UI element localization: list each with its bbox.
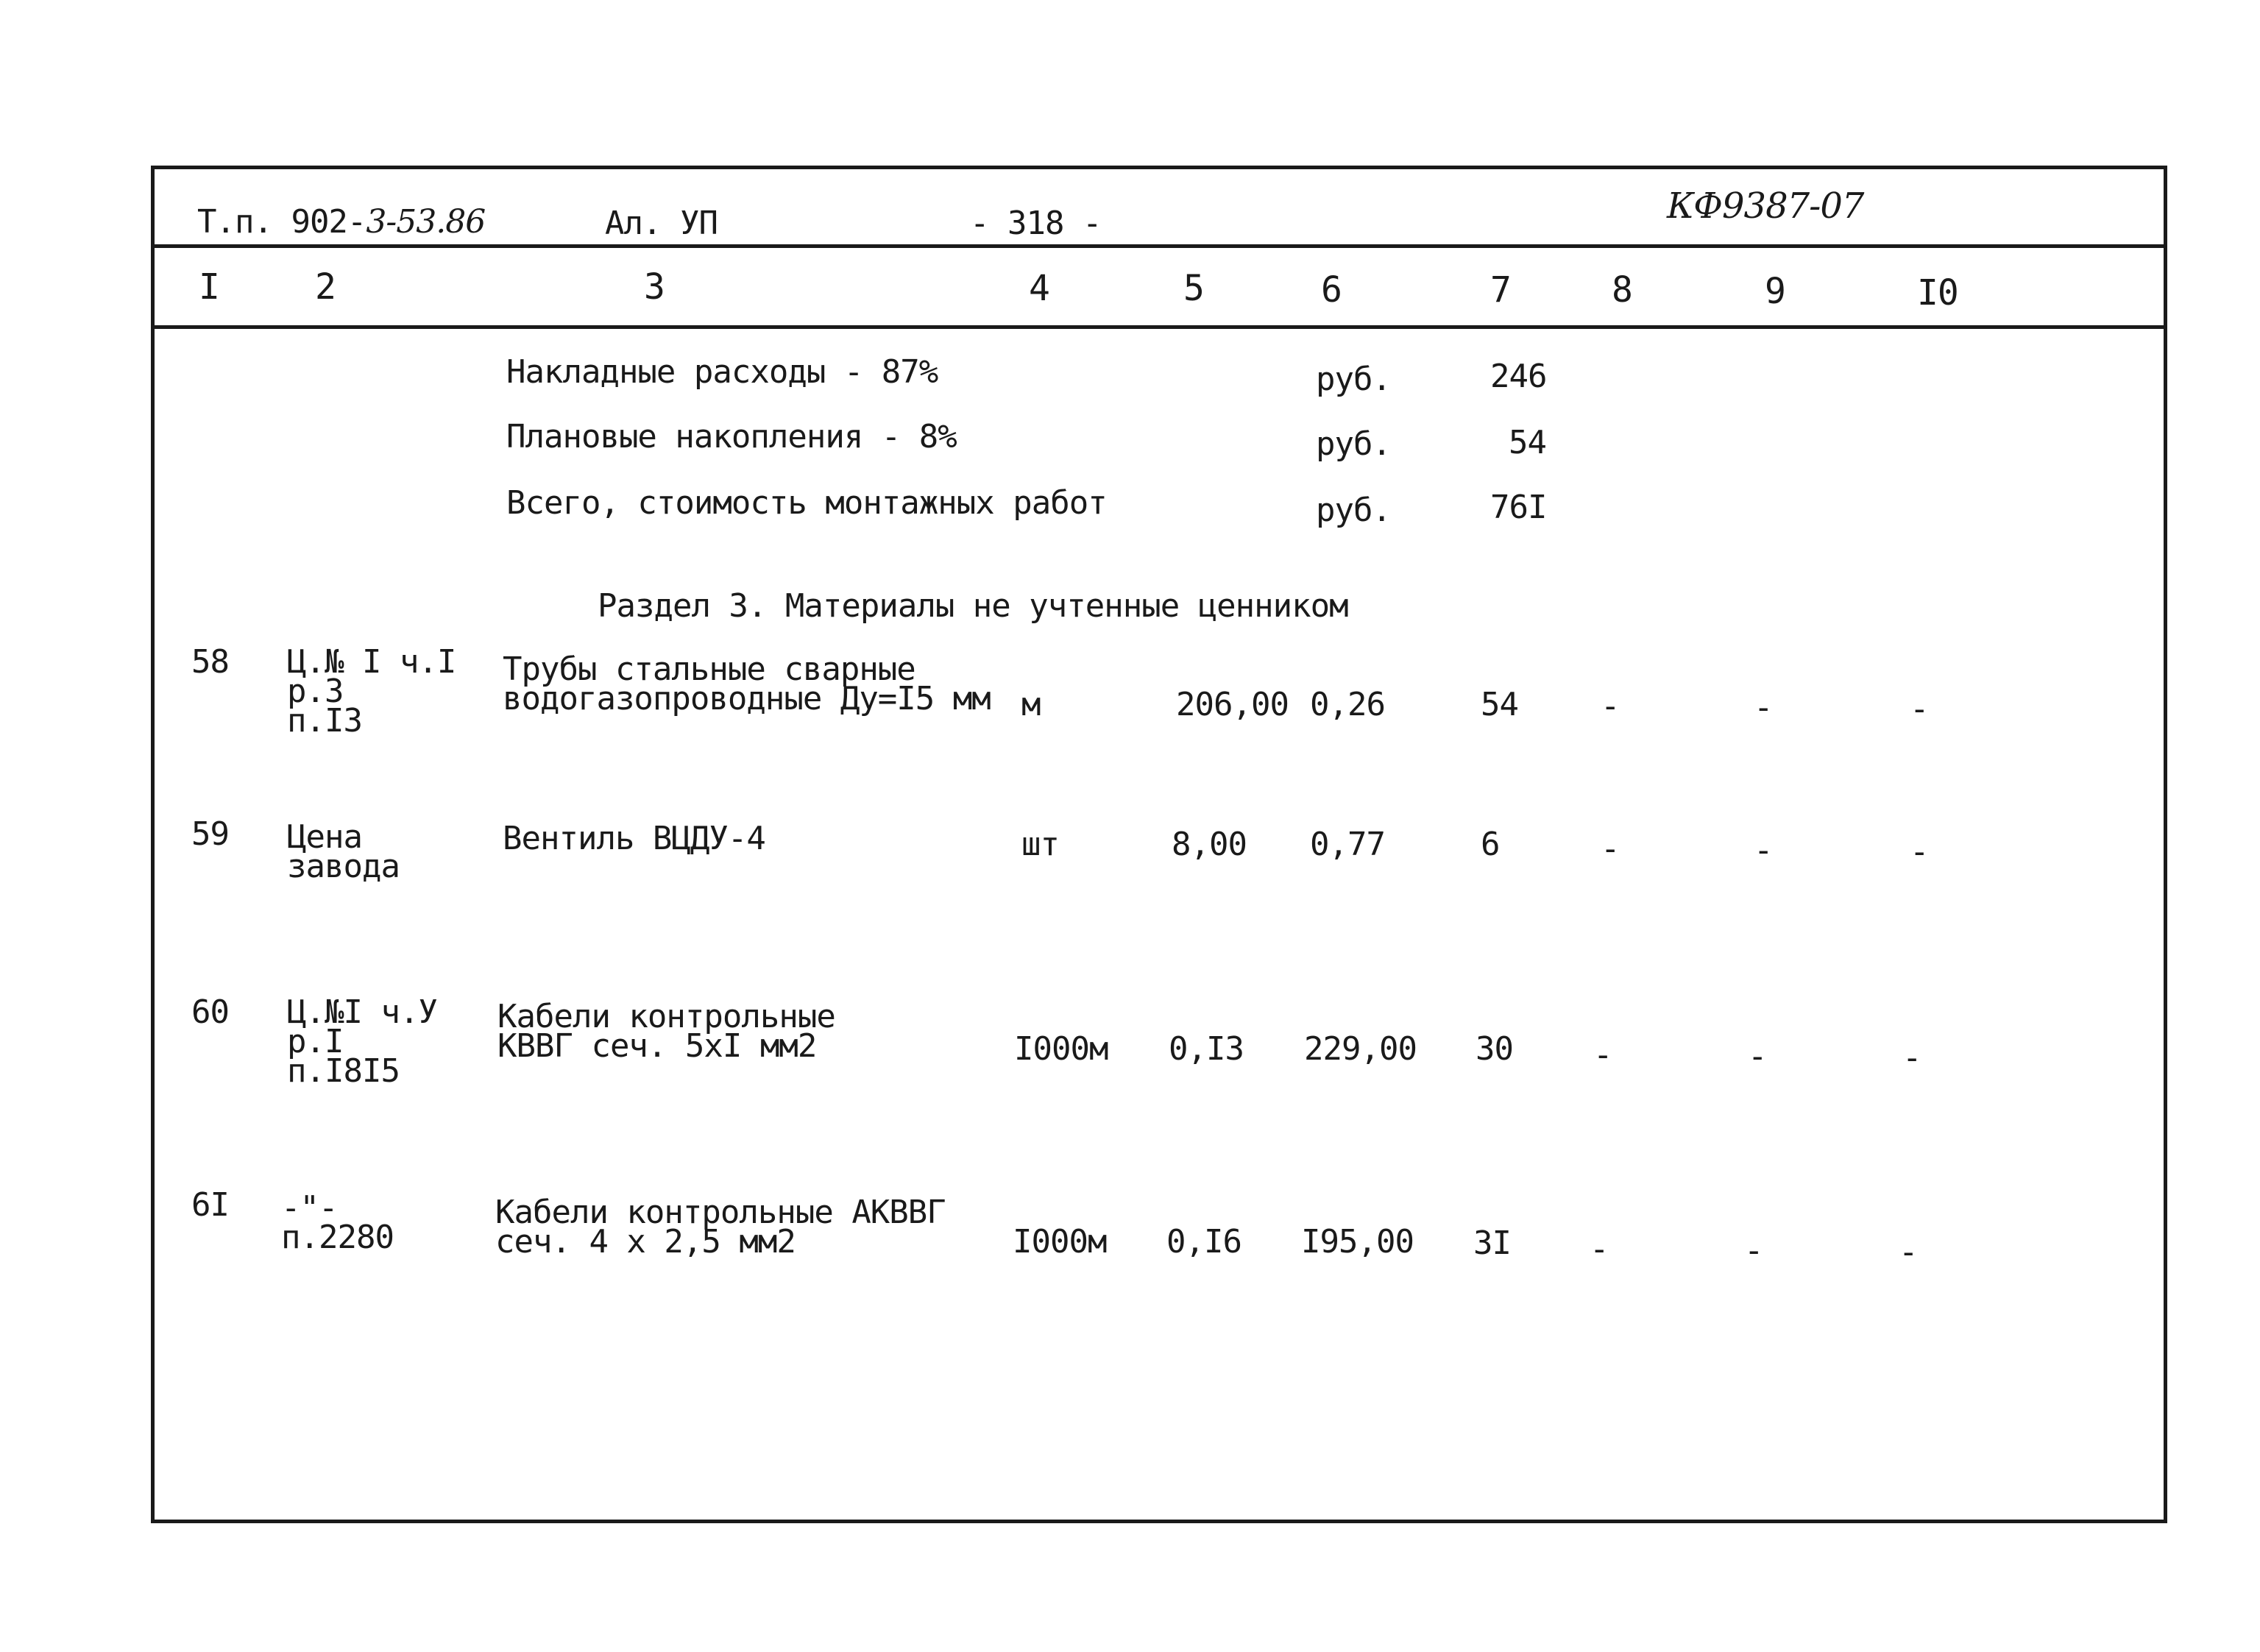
summary-value: 246 [1490, 358, 1547, 395]
summary-unit: руб. [1316, 425, 1391, 463]
row-col8: - [1601, 830, 1620, 868]
summary-label: Накладные расходы - 87% [506, 353, 938, 391]
row-name: Кабели контрольные КВВГ сеч. 5хI мм2 [497, 998, 835, 1065]
row-col9: - [1748, 1038, 1767, 1075]
row-number: 60 [191, 993, 229, 1031]
row-source: -"- п.2280 [281, 1189, 394, 1256]
page-number: - 318 - [970, 205, 1102, 242]
column-header-rule [151, 325, 2167, 329]
column-number: 7 [1490, 269, 1511, 311]
column-number: 3 [644, 266, 665, 308]
summary-value: 76I [1490, 489, 1547, 526]
column-number: 2 [315, 266, 336, 308]
row-col8: - [1590, 1230, 1609, 1268]
row-source: Ц.№ I ч.I р.3 п.I3 [287, 643, 456, 740]
doc-number [197, 203, 486, 241]
row-name: Трубы стальные сварные водогазопроводные Ду=I5 мм [503, 650, 991, 717]
row-quantity: 8,00 [1172, 826, 1247, 863]
row-source: Ц.№I ч.У р.I п.I8I5 [287, 993, 437, 1090]
column-number: I [199, 266, 219, 308]
column-number: 9 [1765, 271, 1785, 312]
summary-label: Плановые накопления - 8% [506, 418, 957, 455]
section-title: Раздел 3. Материалы не учтенные ценником [598, 587, 1348, 625]
row-cost: 30 [1476, 1030, 1513, 1068]
row-cost: 3I [1473, 1224, 1511, 1262]
row-cost: 54 [1481, 686, 1518, 723]
row-quantity: 206,00 [1176, 686, 1289, 723]
row-col10: - [1910, 690, 1929, 728]
row-price: 0,77 [1310, 826, 1385, 863]
stamp-code: КФ9387-07 [1667, 185, 1864, 227]
row-quantity: 0,I3 [1169, 1030, 1244, 1068]
header-rule [151, 244, 2167, 248]
row-quantity: 0,I6 [1166, 1223, 1241, 1261]
column-number: 4 [1029, 268, 1049, 309]
row-col8: - [1593, 1036, 1612, 1074]
row-cost: 6 [1481, 826, 1500, 863]
row-col10: - [1899, 1233, 1918, 1271]
row-col8: - [1601, 687, 1620, 725]
row-number: 58 [191, 643, 229, 681]
row-col9: - [1754, 832, 1773, 869]
row-col10: - [1902, 1039, 1921, 1077]
row-name: Кабели контрольные АКВВГ сеч. 4 х 2,5 мм2 [495, 1194, 946, 1261]
row-col9: - [1744, 1232, 1763, 1269]
column-number: 5 [1183, 268, 1204, 309]
doc-number-prefix: Т.п. 902- [197, 203, 366, 241]
row-name: Вентиль ВЦДУ-4 [503, 820, 765, 857]
row-unit: шт [1021, 826, 1059, 863]
row-price: 229,00 [1304, 1030, 1417, 1068]
table-frame [151, 166, 2167, 1523]
row-unit: м [1021, 686, 1041, 723]
row-price: I95,00 [1301, 1223, 1414, 1261]
row-unit: I000м [1013, 1223, 1107, 1261]
column-number: 8 [1612, 269, 1632, 311]
row-unit: I000м [1014, 1030, 1108, 1068]
doc-number-suffix: 3-53.86 [366, 203, 486, 241]
column-number: 6 [1321, 269, 1342, 311]
row-number: 59 [191, 815, 229, 853]
summary-unit: руб. [1316, 492, 1391, 529]
summary-unit: руб. [1316, 361, 1391, 398]
row-number: 6I [191, 1186, 229, 1224]
row-col9: - [1754, 689, 1773, 726]
album-label: Ал. УП [605, 205, 718, 242]
row-col10: - [1910, 833, 1929, 871]
row-source: Цена завода [287, 818, 400, 885]
column-number: I0 [1917, 272, 1958, 313]
summary-value: 54 [1509, 424, 1546, 461]
row-price: 0,26 [1310, 686, 1385, 723]
summary-label: Всего, стоимость монтажных работ [506, 484, 1107, 522]
